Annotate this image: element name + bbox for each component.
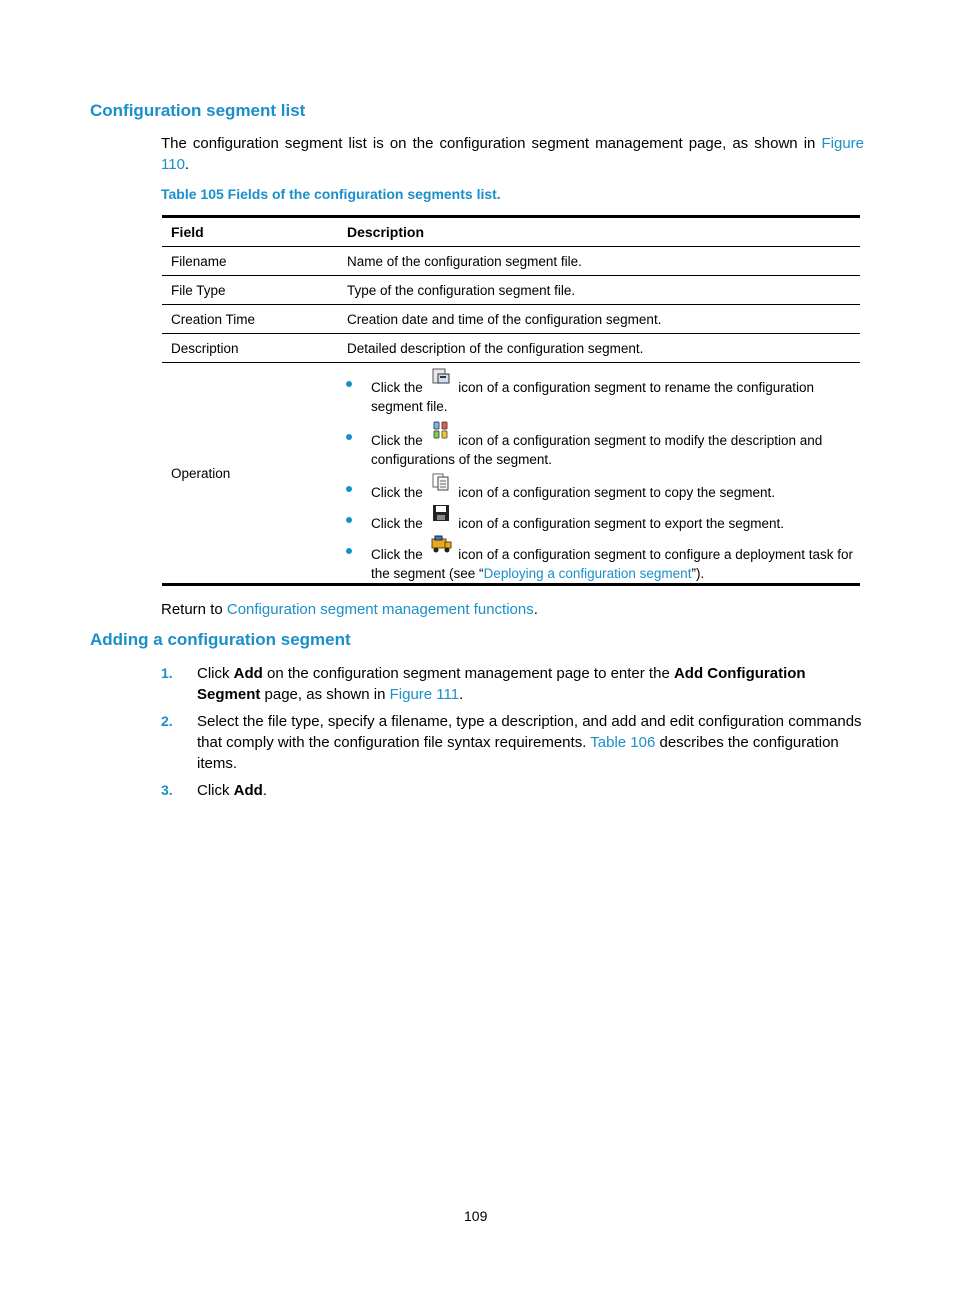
table-row (162, 247, 860, 276)
modify-icon[interactable] (431, 420, 451, 440)
bullet-icon (346, 381, 352, 387)
deploying-segment-link[interactable]: Deploying a configuration segment (483, 566, 692, 581)
step-item: 1. Click Add on the configuration segment management page to enter the Add Configuration Segment page, as shown in Figure 111. (161, 665, 806, 703)
header-field: Field (162, 217, 338, 247)
cell-description: Creation date and time of the configuration segment. (338, 305, 860, 334)
operation-item-deploy: Click the icon of a configuration segment to configure a deployment task for the segment (see “Deploying a configuration segment”). (347, 542, 854, 583)
step-number: 3. (161, 782, 173, 798)
cell-operation-description (338, 363, 860, 585)
table-row (162, 276, 860, 305)
deploy-icon[interactable] (431, 534, 451, 554)
page-number: 109 (464, 1208, 488, 1224)
operation-item-rename: Click the icon of a configuration segment to rename the configuration segment file. (347, 375, 854, 416)
cell-field: Filename (162, 247, 338, 276)
operation-item-copy: Click the icon of a configuration segment to copy the segment. (347, 480, 854, 502)
section-heading-segment-list: Configuration segment list (90, 101, 306, 120)
operation-item-export: Click the icon of a configuration segment to export the segment. (347, 511, 854, 533)
rename-icon[interactable] (431, 367, 451, 387)
header-description: Description (338, 217, 860, 247)
fields-table (162, 215, 860, 586)
cell-field: File Type (162, 276, 338, 305)
cell-description: Name of the configuration segment file. (338, 247, 860, 276)
intro-text: The configuration segment list is on the configuration segment management page, as shown in (161, 135, 816, 152)
bullet-icon (346, 517, 352, 523)
cell-field: Description (162, 334, 338, 363)
figure-110-link[interactable]: Figure 110 (161, 135, 865, 173)
section-heading-adding-segment: Adding a configuration segment (90, 630, 351, 649)
cell-description: Type of the configuration segment file. (338, 276, 860, 305)
bullet-icon (346, 434, 352, 440)
operation-list (347, 375, 854, 583)
steps-wrapper (161, 663, 864, 807)
step-item: 3. Click Add. (161, 782, 268, 799)
bullet-icon (346, 548, 352, 554)
intro-paragraph (161, 133, 864, 175)
step-item: 2. Select the file type, specify a filename, type a description, and add and edit configuration commands that comply with the configuration file syntax requirements. Table 106 describes the configuration items. (161, 713, 862, 772)
cell-field: Creation Time (162, 305, 338, 334)
return-line: Return to Configuration segment management functions. (161, 601, 538, 618)
cell-description: Detailed description of the configuration segment. (338, 334, 860, 363)
management-functions-link[interactable]: Configuration segment management functions (226, 601, 534, 618)
bullet-icon (346, 486, 352, 492)
steps-list (161, 663, 864, 801)
step-number: 2. (161, 713, 173, 729)
intro-end: . (184, 156, 190, 173)
step-number: 1. (161, 665, 173, 681)
operation-item-modify: Click the icon of a configuration segment to modify the description and configurations of the segment. (347, 428, 854, 469)
copy-icon[interactable] (431, 472, 451, 492)
export-icon[interactable] (431, 503, 451, 523)
table-row-operation (162, 363, 860, 585)
table-row (162, 334, 860, 363)
fields-table-wrapper (162, 215, 860, 586)
table-header-row (162, 217, 860, 247)
table-row (162, 305, 860, 334)
figure-111-link[interactable]: Figure 111 (389, 686, 460, 703)
cell-field: Operation (162, 363, 338, 585)
table-caption: Table 105 Fields of the configuration segments list. (161, 186, 501, 202)
table-106-link[interactable]: Table 106 (590, 734, 656, 751)
